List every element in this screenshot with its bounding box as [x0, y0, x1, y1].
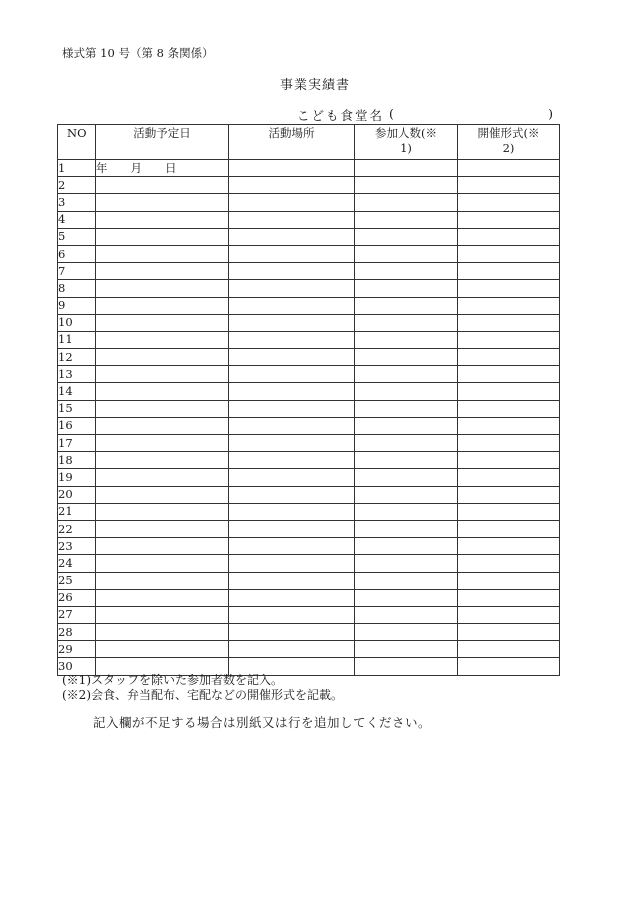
activity-date-cell — [96, 177, 229, 194]
activity-place-cell — [229, 245, 355, 262]
participants-cell — [355, 589, 458, 606]
table-row — [58, 297, 560, 314]
header-activity-date: 活動予定日 — [96, 125, 229, 160]
activity-date-cell — [96, 538, 229, 555]
format-cell — [458, 606, 560, 623]
header-format-line1: 開催形式(※ — [477, 126, 540, 140]
participants-cell — [355, 520, 458, 537]
format-cell — [458, 366, 560, 383]
table-row — [58, 469, 560, 486]
activity-date-cell — [96, 245, 229, 262]
table-row — [58, 520, 560, 537]
format-cell — [458, 452, 560, 469]
activity-place-cell — [229, 624, 355, 641]
instruction-text: 記入欄が不足する場合は別紙又は行を追加してください。 — [93, 715, 432, 730]
format-cell — [458, 383, 560, 400]
activity-place-cell — [229, 520, 355, 537]
participants-cell — [355, 297, 458, 314]
activity-place-cell — [229, 469, 355, 486]
format-cell — [458, 503, 560, 520]
table-row — [58, 194, 560, 211]
participants-cell — [355, 641, 458, 658]
table-row — [58, 589, 560, 606]
table-header-row — [58, 125, 560, 160]
activity-place-cell — [229, 280, 355, 297]
activity-place-cell — [229, 452, 355, 469]
participants-cell — [355, 452, 458, 469]
table-row — [58, 245, 560, 262]
cafeteria-name-line — [297, 106, 553, 124]
table-row — [58, 228, 560, 245]
activity-place-cell — [229, 228, 355, 245]
table-row — [58, 641, 560, 658]
participants-cell — [355, 606, 458, 623]
activity-date-cell — [96, 383, 229, 400]
format-cell — [458, 572, 560, 589]
activity-date-cell — [96, 263, 229, 280]
note-2: (※2)会食、弁当配布、宅配などの開催形式を記載。 — [62, 688, 344, 702]
activity-place-cell — [229, 589, 355, 606]
row-number: 13 — [58, 366, 96, 383]
participants-cell — [355, 400, 458, 417]
activity-place-cell — [229, 503, 355, 520]
activity-place-cell — [229, 211, 355, 228]
format-cell — [458, 520, 560, 537]
row-number: 3 — [58, 194, 96, 211]
row-number: 14 — [58, 383, 96, 400]
format-cell — [458, 297, 560, 314]
activity-date-cell — [96, 503, 229, 520]
activity-date-cell — [96, 469, 229, 486]
table-row — [58, 417, 560, 434]
participants-cell — [355, 280, 458, 297]
table-row — [58, 555, 560, 572]
format-cell — [458, 658, 560, 675]
row-number: 5 — [58, 228, 96, 245]
format-cell — [458, 641, 560, 658]
table-row — [58, 331, 560, 348]
format-cell — [458, 555, 560, 572]
row-number: 9 — [58, 297, 96, 314]
table-row — [58, 572, 560, 589]
document-title: 事業実績書 — [279, 78, 350, 93]
participants-cell — [355, 658, 458, 675]
header-participants-line2: 1) — [400, 141, 412, 155]
format-cell — [458, 160, 560, 177]
format-cell — [458, 245, 560, 262]
row-number: 22 — [58, 520, 96, 537]
header-participants-line1: 参加人数(※ — [375, 126, 437, 140]
activity-place-cell — [229, 417, 355, 434]
format-cell — [458, 331, 560, 348]
row-number: 11 — [58, 331, 96, 348]
table-row — [58, 366, 560, 383]
participants-cell — [355, 228, 458, 245]
activity-place-cell — [229, 572, 355, 589]
activity-date-cell — [96, 641, 229, 658]
activity-place-cell — [229, 194, 355, 211]
activity-place-cell — [229, 263, 355, 280]
activity-date-cell — [96, 555, 229, 572]
format-cell — [458, 263, 560, 280]
row-number: 26 — [58, 589, 96, 606]
row-number: 6 — [58, 245, 96, 262]
format-cell — [458, 469, 560, 486]
format-cell — [458, 538, 560, 555]
cafeteria-name-open-paren: ( — [389, 106, 394, 121]
participants-cell — [355, 555, 458, 572]
activity-table — [57, 124, 560, 676]
row-number: 27 — [58, 606, 96, 623]
participants-cell — [355, 572, 458, 589]
activity-date-cell — [96, 194, 229, 211]
table-row — [58, 624, 560, 641]
row-number: 20 — [58, 486, 96, 503]
format-cell — [458, 400, 560, 417]
activity-date-cell — [96, 400, 229, 417]
activity-place-cell — [229, 297, 355, 314]
activity-date-cell — [96, 331, 229, 348]
participants-cell — [355, 366, 458, 383]
activity-place-cell — [229, 641, 355, 658]
participants-cell — [355, 435, 458, 452]
table-row — [58, 211, 560, 228]
table-row — [58, 263, 560, 280]
activity-place-cell — [229, 349, 355, 366]
participants-cell — [355, 194, 458, 211]
activity-date-cell — [96, 589, 229, 606]
row-number: 15 — [58, 400, 96, 417]
form-number: 様式第 10 号（第 8 条関係） — [62, 46, 214, 60]
activity-place-cell — [229, 400, 355, 417]
note-1: (※1)スタッフを除いた参加者数を記入。 — [62, 673, 283, 687]
table-row — [58, 383, 560, 400]
row-number: 21 — [58, 503, 96, 520]
table-row — [58, 435, 560, 452]
activity-date-cell — [96, 211, 229, 228]
row-number: 12 — [58, 349, 96, 366]
row-number: 30 — [58, 658, 96, 675]
activity-place-cell — [229, 383, 355, 400]
activity-date-cell — [96, 417, 229, 434]
participants-cell — [355, 331, 458, 348]
row-number: 10 — [58, 314, 96, 331]
participants-cell — [355, 624, 458, 641]
row-number: 8 — [58, 280, 96, 297]
activity-place-cell — [229, 331, 355, 348]
format-cell — [458, 211, 560, 228]
format-cell — [458, 435, 560, 452]
table-row — [58, 177, 560, 194]
participants-cell — [355, 245, 458, 262]
activity-place-cell — [229, 606, 355, 623]
participants-cell — [355, 383, 458, 400]
table-row — [58, 280, 560, 297]
activity-date-cell — [96, 624, 229, 641]
cafeteria-name-close-paren: ) — [548, 106, 553, 121]
table-row — [58, 314, 560, 331]
activity-place-cell — [229, 314, 355, 331]
activity-date-cell — [96, 572, 229, 589]
activity-date-cell — [96, 606, 229, 623]
format-cell — [458, 194, 560, 211]
activity-date-cell — [96, 435, 229, 452]
activity-date-cell: 年 月 日 — [96, 160, 229, 177]
activity-place-cell — [229, 177, 355, 194]
participants-cell — [355, 263, 458, 280]
activity-date-cell — [96, 452, 229, 469]
activity-date-cell — [96, 486, 229, 503]
activity-date-cell — [96, 297, 229, 314]
row-number: 7 — [58, 263, 96, 280]
row-number: 28 — [58, 624, 96, 641]
activity-place-cell — [229, 435, 355, 452]
format-cell — [458, 486, 560, 503]
table-row — [58, 503, 560, 520]
participants-cell — [355, 538, 458, 555]
header-format — [458, 125, 560, 160]
participants-cell — [355, 469, 458, 486]
row-number: 23 — [58, 538, 96, 555]
activity-place-cell — [229, 555, 355, 572]
participants-cell — [355, 177, 458, 194]
header-format-line2: 2) — [502, 141, 515, 155]
header-no: NO — [58, 125, 96, 160]
activity-date-cell — [96, 228, 229, 245]
format-cell — [458, 228, 560, 245]
row-number: 1 — [58, 160, 96, 177]
header-activity-place: 活動場所 — [229, 125, 355, 160]
row-number: 29 — [58, 641, 96, 658]
participants-cell — [355, 211, 458, 228]
row-number: 24 — [58, 555, 96, 572]
format-cell — [458, 624, 560, 641]
activity-date-cell — [96, 520, 229, 537]
activity-place-cell — [229, 538, 355, 555]
activity-place-cell — [229, 486, 355, 503]
format-cell — [458, 280, 560, 297]
row-number: 4 — [58, 211, 96, 228]
activity-place-cell — [229, 366, 355, 383]
table-row — [58, 400, 560, 417]
row-number: 2 — [58, 177, 96, 194]
table-row — [58, 349, 560, 366]
format-cell — [458, 177, 560, 194]
format-cell — [458, 349, 560, 366]
activity-date-cell — [96, 314, 229, 331]
activity-date-cell — [96, 366, 229, 383]
format-cell — [458, 589, 560, 606]
table-row — [58, 486, 560, 503]
header-participants — [355, 125, 458, 160]
row-number: 16 — [58, 417, 96, 434]
row-number: 25 — [58, 572, 96, 589]
table-row — [58, 452, 560, 469]
notes — [62, 673, 343, 703]
row-number: 18 — [58, 452, 96, 469]
activity-date-cell — [96, 280, 229, 297]
participants-cell — [355, 349, 458, 366]
table-row — [58, 538, 560, 555]
participants-cell — [355, 486, 458, 503]
activity-place-cell — [229, 160, 355, 177]
participants-cell — [355, 314, 458, 331]
participants-cell — [355, 503, 458, 520]
participants-cell — [355, 417, 458, 434]
participants-cell — [355, 160, 458, 177]
format-cell — [458, 417, 560, 434]
row-number: 19 — [58, 469, 96, 486]
row-number: 17 — [58, 435, 96, 452]
format-cell — [458, 314, 560, 331]
table-row — [58, 160, 560, 177]
cafeteria-name-label: こども食堂名 — [297, 108, 385, 123]
table-row — [58, 606, 560, 623]
activity-date-cell — [96, 349, 229, 366]
